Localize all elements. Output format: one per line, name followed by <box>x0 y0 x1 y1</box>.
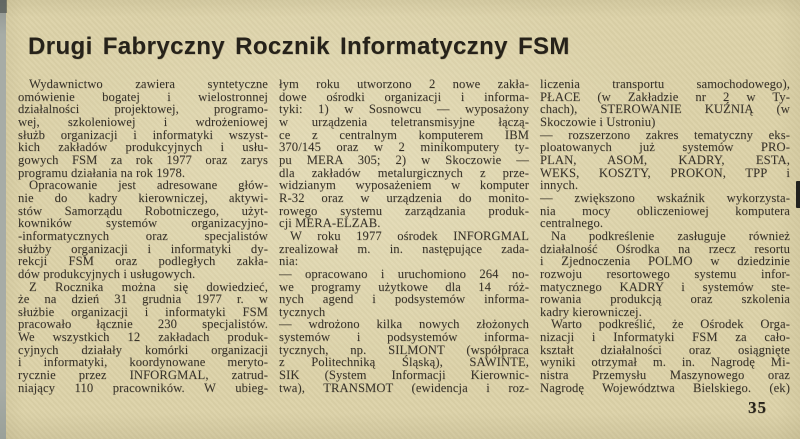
text-line: i Zjednoczenia POLMO w dziedzinie <box>540 254 790 269</box>
text-line: rowego systemu zarządzania produk- <box>279 203 529 218</box>
text-line: SIK (System Informacji Kierownic- <box>279 368 529 383</box>
text-line: dów produkcyjnych i usługowych. <box>18 266 196 281</box>
scan-mark-right-edge <box>796 181 800 208</box>
text-line: stów Samorządu Robotniczego, użyt- <box>18 203 268 218</box>
text-line: z Politechniką Śląską), SAWINTE, <box>279 355 529 370</box>
text-line: nia: <box>279 254 299 269</box>
text-line: Nagrodę Województwa Bielskiego. (ek) <box>540 380 790 395</box>
article-title: Drugi Fabryczny Rocznik Informatyczny FSM <box>28 33 570 61</box>
text-line: Opracowanie jest adresowane głów- <box>29 178 268 193</box>
text-line: tyki: 1) w Sosnowcu — wyposażony <box>279 102 529 117</box>
text-line: rekcji FSM oraz podległych zakła- <box>18 254 268 269</box>
text-line: ploatowanych już systemów PRO- <box>540 140 790 155</box>
text-line: cyjnych działały komórki organizacji <box>18 342 268 357</box>
text-line: nych agend i podsystemów informa- <box>279 292 529 307</box>
text-line: PŁACE (w Zakładzie nr 2 w Ty- <box>540 89 790 104</box>
article-body <box>18 78 790 394</box>
text-line: służby organizacji i informatyki dy- <box>18 241 268 256</box>
text-line: widzianym wyposażeniem w komputer <box>279 178 529 193</box>
text-line: 370/145 oraz w 2 minikomputery ty- <box>279 140 529 155</box>
article-column-1 <box>18 78 268 394</box>
text-line: działalności projektowej, programo- <box>18 102 268 117</box>
text-line: kadry kierowniczej. <box>540 304 642 319</box>
text-line: W roku 1977 ośrodek INFORGMAL <box>290 228 529 243</box>
text-line: tycznych, np. SILMONT (współpraca <box>279 342 529 357</box>
text-line: liczenia transportu samochodowego), <box>540 77 790 91</box>
text-line: — opracowano i uruchomiono 264 no- <box>279 266 529 281</box>
text-line: -informatycznych oraz specjalistów <box>18 228 268 243</box>
text-line: programu działania na rok 1978. <box>18 165 186 180</box>
text-line: omówienie bogatej i wielostronnej <box>18 89 268 104</box>
text-line: że na dzień 31 grudnia 1977 r. w <box>18 292 268 307</box>
text-line: pu MERA 305; 2) w Skoczowie — <box>279 152 529 167</box>
text-line: służbie organizacji i informatyki FSM <box>18 304 268 319</box>
text-line: Warto podkreślić, że Ośrodek Orga- <box>551 317 790 332</box>
text-line: w urządzenia teletransmisyjne łączą- <box>279 114 529 129</box>
text-line: służb organizacji i informatyki wszyst- <box>18 127 268 142</box>
page-number: 35 <box>748 398 767 417</box>
text-line: we programy użytkowe dla 14 róż- <box>279 279 529 294</box>
text-line: nie do kadry kierowniczej, aktywi- <box>18 190 268 205</box>
text-line: PLAN, ASOM, KADRY, ESTA, <box>540 152 790 167</box>
text-line: rycznie przez INFORGMAL, zatrud- <box>18 368 268 383</box>
text-line: — wdrożono kilka nowych złożonych <box>279 317 529 332</box>
text-line: centralnego. <box>540 216 604 231</box>
text-line: Wydawnictwo zawiera syntetyczne <box>29 77 268 91</box>
text-line: chach), STEROWANIE KUŹNIĄ (w <box>540 102 790 117</box>
text-line: niający 110 pracowników. W ubieg- <box>18 380 268 395</box>
text-line: — zwiększono wskaźnik wykorzysta- <box>540 190 790 205</box>
text-line: nizacji i Informatyki FSM za cało- <box>540 330 790 345</box>
text-line: rozwoju resortowego systemu infor- <box>540 266 790 281</box>
text-line: We wszystkich 12 zakładach produk- <box>18 330 268 345</box>
text-line: i informatyki, koordynowane meryto- <box>18 355 268 370</box>
text-line: dowe ośrodki organizacji i informa- <box>279 89 529 104</box>
article-column-2 <box>279 78 529 394</box>
text-line: kształt działalności oraz osiągnięte <box>540 342 790 357</box>
text-line: tycznych <box>279 304 326 319</box>
text-line: kowników systemów organizacyjno- <box>18 216 268 231</box>
text-line: zrealizował m. in. następujące zada- <box>279 241 529 256</box>
text-line: Skoczowie i Ustroniu) <box>540 114 656 129</box>
text-line: matycznego KADRY i systemów ste- <box>540 279 790 294</box>
text-line: rowania produkcją oraz szkolenia <box>540 292 790 307</box>
text-line: wyniki otrzymał m. in. Nagrodę Mi- <box>540 355 790 370</box>
text-line: wej, szkoleniowej i wdrożeniowej <box>18 114 268 129</box>
text-line: łym roku utworzono 2 nowe zakła- <box>279 77 529 91</box>
text-line: innych. <box>540 178 579 193</box>
text-line: nia mocy obliczeniowej komputera <box>540 203 790 218</box>
text-line: R-32 oraz w urządzenia do monito- <box>279 190 529 205</box>
text-line: Z Rocznika można się dowiedzieć, <box>29 279 268 294</box>
text-line: nistra Przemysłu Maszynowego oraz <box>540 368 790 383</box>
scan-edge-left <box>0 0 6 439</box>
text-line: — rozszerzono zakres tematyczny eks- <box>540 127 790 142</box>
text-line: gowych FSM za rok 1977 oraz zarys <box>18 152 268 167</box>
text-line: cji MERA-ELZAB. <box>279 216 381 231</box>
text-line: twa), TRANSMOT (ewidencja i roz- <box>279 380 529 395</box>
text-line: dla zakładów metalurgicznych z prze- <box>279 165 529 180</box>
text-line: WEKS, KOSZTY, PROKON, TPP i <box>540 165 790 180</box>
text-line: ce z centralnym komputerem IBM <box>279 127 529 142</box>
text-line: systemów i podsystemów informa- <box>279 330 529 345</box>
text-line: pracowało łącznie 230 specjalistów. <box>18 317 268 332</box>
article-column-3 <box>540 78 790 394</box>
scan-edge-dark-corner <box>0 0 7 13</box>
text-line: kich zakładów produkcyjnych i usłu- <box>18 140 268 155</box>
text-line: Na podkreślenie zasługuje również <box>551 228 790 243</box>
text-line: działalność Ośrodka na rzecz resortu <box>540 241 790 256</box>
